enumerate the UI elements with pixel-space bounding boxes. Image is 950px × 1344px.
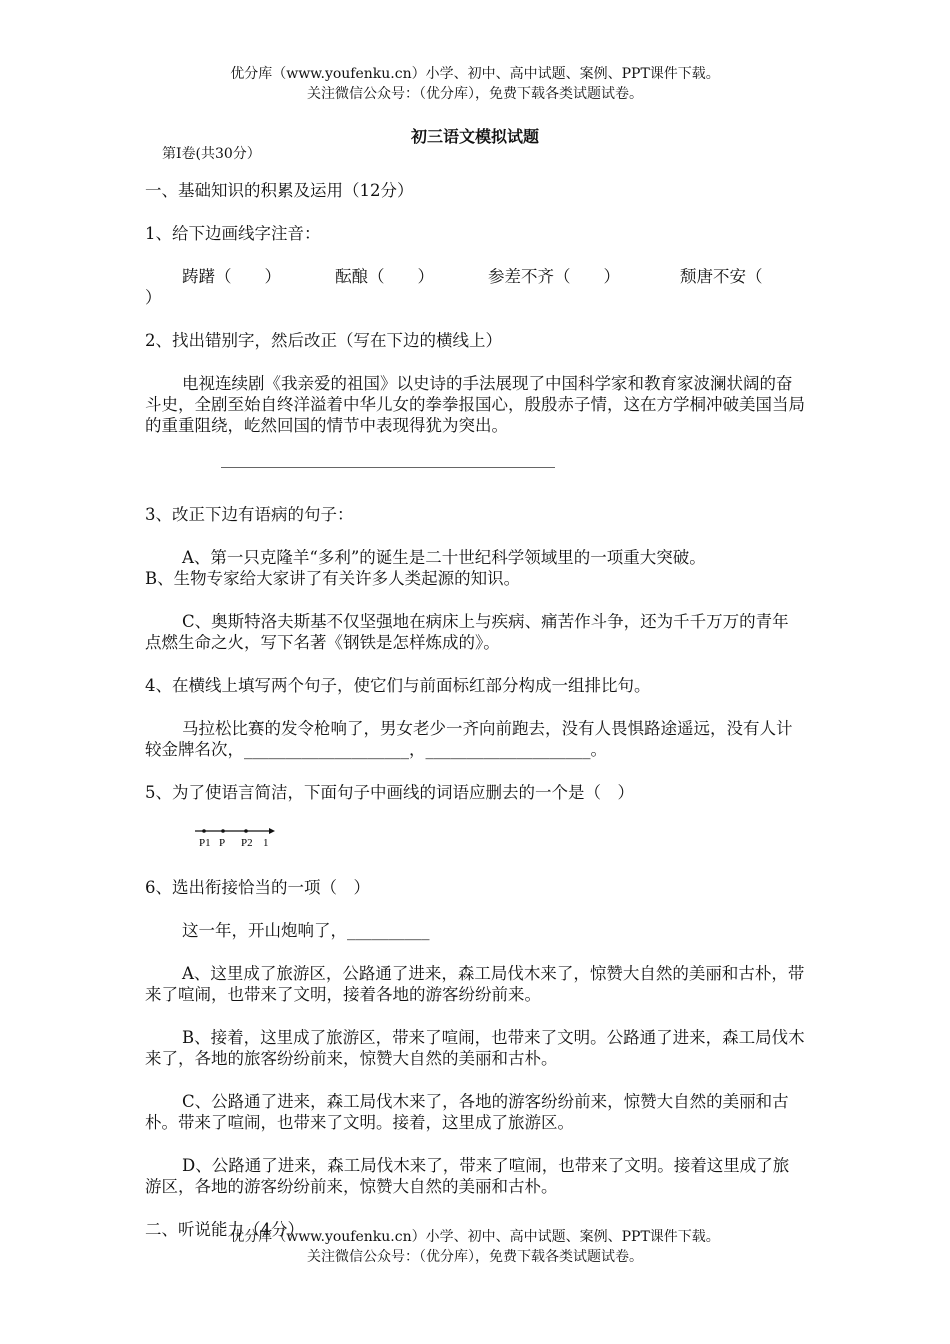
page-header — [0, 64, 950, 104]
q5-label-p1: P1 — [199, 837, 211, 849]
q5-label-p2: P2 — [241, 837, 253, 849]
q5-diagram-arrow — [269, 828, 275, 834]
q6-option-b: B、接着，这里成了旅游区，带来了喧闹，也带来了文明。公路通了进来，森工局伐木来了，各地的旅客纷纷前来，惊赞大自然的美丽和古朴。 — [145, 1028, 805, 1068]
section-2-heading: 二、听说能力（4分） — [145, 1220, 304, 1239]
q3-prompt: 3、改正下边有语病的句子： — [145, 505, 354, 524]
q3-option-c: C、奥斯特洛夫斯基不仅坚强地在病床上与疾病、痛苦作斗争，还为千千万万的青年点燃生命之火，写下名著《钢铁是怎样炼成的》。 — [145, 612, 789, 652]
q1-item-3: 参差不齐（ ） — [488, 267, 620, 286]
q6-option-d: D、公路通了进来，森工局伐木来了，带来了喧闹，也带来了文明。接着这里成了旅游区，各地的游客纷纷前来，惊赞大自然的美丽和古朴。 — [145, 1156, 790, 1196]
q3-option-a: A、第一只克隆羊“多利”的诞生是二十世纪科学领域里的一项重大突破。 — [182, 548, 706, 567]
q1-item-1: 踌躇（ ） — [182, 267, 281, 286]
q5-point-p1 — [202, 829, 206, 833]
q5-diagram — [191, 825, 805, 851]
q3-option-b: B、生物专家给大家讲了有关许多人类起源的知识。 — [145, 569, 521, 588]
q4-passage: 马拉松比赛的发令枪响了，男女老少一齐向前跑去，没有人畏惧路途遥远，没有人计较金牌名次，____________________，____________________。 — [145, 719, 793, 759]
footer-line-1: 优分库（www.youfenku.cn）小学、初中、高中试题、案例、PPT课件下载。 — [230, 1229, 720, 1245]
q6-option-a: A、这里成了旅游区，公路通了进来，森工局伐木来了，惊赞大自然的美丽和古朴，带来了喧闹，也带来了文明，接着各地的游客纷纷前来。 — [145, 964, 805, 1004]
q1-prompt: 1、给下边画线字注音： — [145, 224, 321, 243]
q5-diagram-svg — [191, 825, 281, 851]
q5-label-p: P — [219, 837, 226, 849]
q1-items — [145, 266, 805, 287]
footer-line-2: 关注微信公众号：（优分库），免费下载各类试题试卷。 — [307, 1249, 643, 1265]
q4-prompt: 4、在横线上填写两个句子，使它们与前面标红部分构成一组排比句。 — [145, 676, 651, 695]
q1-item-4: 颓唐不安（ — [680, 267, 763, 286]
document-title: 初三语文模拟试题 — [410, 127, 539, 146]
q2-passage: 电视连续剧《我亲爱的祖国》以史诗的手法展现了中国科学家和教育家波澜状阔的奋斗史，全剧至始自终洋溢着中华儿女的拳拳报国心，殷殷赤子情，这在方学桐冲破美国当局的重重阻绕，屹然回国的情节中表现得犹为突出。 — [145, 374, 805, 435]
q1-item-4-tail: ） — [145, 288, 162, 307]
q1-item-2: 酝酿（ ） — [335, 267, 434, 286]
q5-prompt: 5、为了使语言简洁，下面句子中画线的词语应删去的一个是（ ） — [145, 783, 634, 802]
q2-prompt: 2、找出错别字，然后改正（写在下边的横线上） — [145, 331, 502, 350]
section-1-heading: 一、基础知识的积累及运用（12分） — [145, 181, 414, 200]
page-footer — [0, 1227, 950, 1267]
document-subtitle: 第Ⅰ卷(共30分） — [162, 146, 261, 162]
document-body — [145, 180, 805, 1240]
header-line-1: 优分库（www.youfenku.cn）小学、初中、高中试题、案例、PPT课件下载。 — [230, 66, 720, 82]
q5-point-p — [221, 829, 225, 833]
q6-prompt: 6、选出衔接恰当的一项（ ） — [145, 878, 370, 897]
q5-point-p2 — [244, 829, 248, 833]
q5-label-1: 1 — [263, 837, 269, 849]
q6-option-c: C、公路通了进来，森工局伐木来了，各地的游客纷纷前来，惊赞大自然的美丽和古朴。带来了喧闹，也带来了文明。接着，这里成了旅游区。 — [145, 1092, 789, 1132]
q2-answer-line — [221, 466, 555, 468]
q6-stem: 这一年，开山炮响了，__________ — [182, 921, 430, 940]
header-line-2: 关注微信公众号：（优分库），免费下载各类试题试卷。 — [307, 86, 643, 102]
